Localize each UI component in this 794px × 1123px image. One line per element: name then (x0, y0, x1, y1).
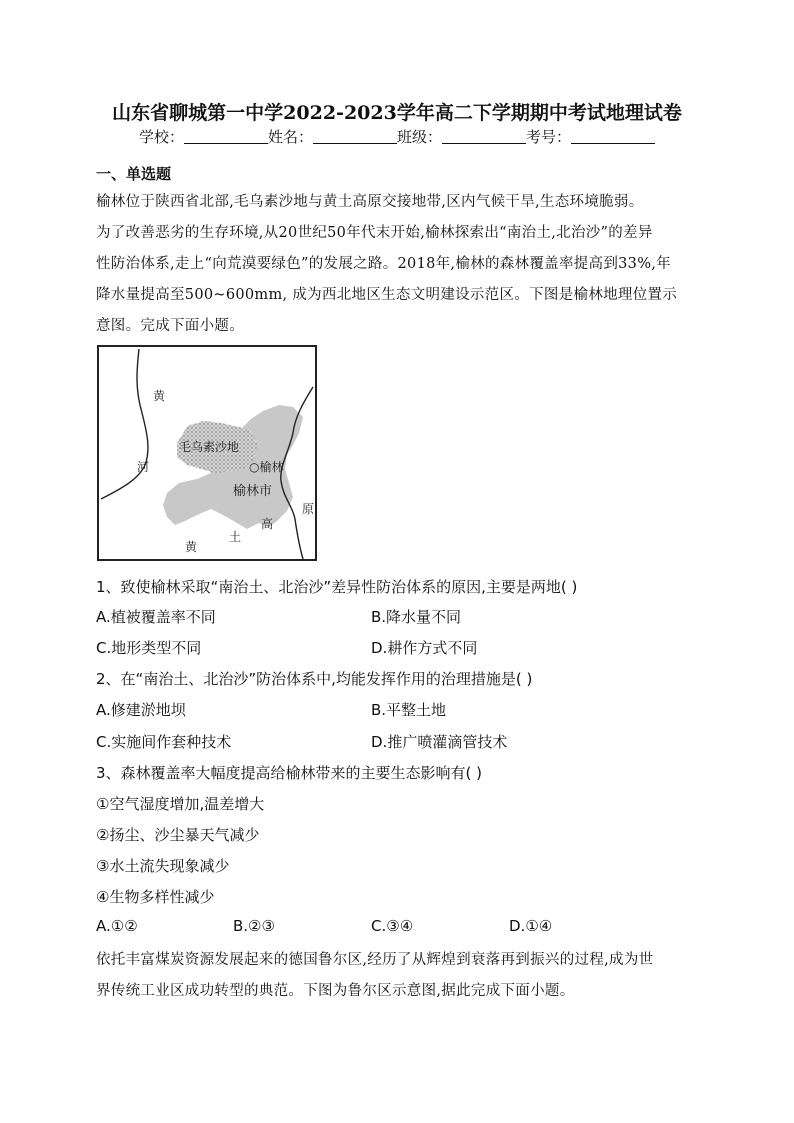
label-tu: 土 (229, 530, 242, 544)
map-figure (99, 347, 315, 559)
question-3-item-2: ②扬尘、沙尘暴天气减少 (96, 826, 260, 844)
passage1-line: 性防治体系,走上“向荒漠要绿色”的发展之路。2018年,榆林的森林覆盖率提高到33%,年 (96, 256, 671, 272)
passage1-line: 降水量提高至500~600mm, 成为西北地区生态文明建设示范区。下图是榆林地理位置示 (96, 287, 678, 303)
passage1-line: 意图。完成下面小题。 (96, 318, 244, 334)
section-title: 一、单选题 (96, 165, 172, 183)
passage1-line: 为了改善恶劣的生存环境,从20世纪50年代末开始,榆林探索出“南治土,北治沙”的差异 (96, 225, 653, 241)
question-2-option-d[interactable]: D.推广喷灌滴管技术 (371, 733, 508, 751)
question-3-item-4: ④生物多样性减少 (96, 888, 215, 906)
label-huang-bottom: 黄 (185, 540, 198, 554)
question-1-stem: 1、致使榆林采取“南治土、北治沙”差异性防治体系的原因,主要是两地( ) (96, 578, 578, 596)
question-3-item-3: ③水土流失现象减少 (96, 857, 230, 875)
question-3-item-1: ①空气湿度增加,温差增大 (96, 795, 265, 813)
student-info-line (0, 126, 794, 147)
page-title: 山东省聊城第一中学2022-2023学年高二下学期期中考试地理试卷 (112, 102, 682, 124)
question-3-stem: 3、森林覆盖率大幅度提高给榆林带来的主要生态影响有( ) (96, 764, 483, 782)
question-1-option-a[interactable]: A.植被覆盖率不同 (96, 608, 216, 626)
label-yulin-city: 榆林市 (233, 484, 273, 499)
question-1-option-d[interactable]: D.耕作方式不同 (371, 639, 478, 657)
question-2-option-c[interactable]: C.实施间作套种技术 (96, 733, 232, 751)
exam-number-blank (571, 129, 655, 144)
question-3-option-b[interactable]: B.②③ (233, 917, 275, 935)
question-1-option-b[interactable]: B.降水量不同 (371, 608, 462, 626)
name-label: 姓名： (267, 128, 313, 146)
label-maowusu: 毛乌素沙地 (179, 440, 240, 454)
question-2-option-a[interactable]: A.修建淤地坝 (96, 701, 186, 719)
school-blank (184, 129, 268, 144)
passage2-line: 依托丰富煤炭资源发展起来的德国鲁尔区,经历了从辉煌到衰落再到振兴的过程,成为世 (96, 952, 654, 968)
yellow-river-line (101, 349, 148, 499)
passage2-line: 界传统工业区成功转型的典范。下图为鲁尔区示意图,据此完成下面小题。 (96, 983, 575, 999)
question-2-option-b[interactable]: B.平整土地 (371, 701, 447, 719)
question-3-option-d[interactable]: D.①④ (509, 917, 553, 935)
question-2-stem: 2、在“南治土、北治沙”防治体系中,均能发挥作用的治理措施是( ) (96, 670, 533, 688)
name-blank (313, 129, 397, 144)
question-3-option-c[interactable]: C.③④ (371, 917, 414, 935)
label-yuan: 原 (302, 502, 315, 516)
label-huang-top: 黄 (153, 389, 166, 403)
label-he: 河 (137, 460, 150, 474)
class-label: 班级： (397, 128, 443, 146)
school-label: 学校： (138, 128, 184, 146)
question-1-option-c[interactable]: C.地形类型不同 (96, 639, 202, 657)
question-3-option-a[interactable]: A.①② (96, 917, 138, 935)
label-yulin: ○榆林 (249, 460, 284, 474)
class-blank (442, 129, 526, 144)
label-gao: 高 (261, 517, 274, 531)
yulin-location-map (97, 345, 317, 561)
exam-number-label: 考号： (526, 128, 572, 146)
passage1-line: 榆林位于陕西省北部,毛乌素沙地与黄土高原交接地带,区内气候干旱,生态环境脆弱。 (96, 194, 644, 210)
